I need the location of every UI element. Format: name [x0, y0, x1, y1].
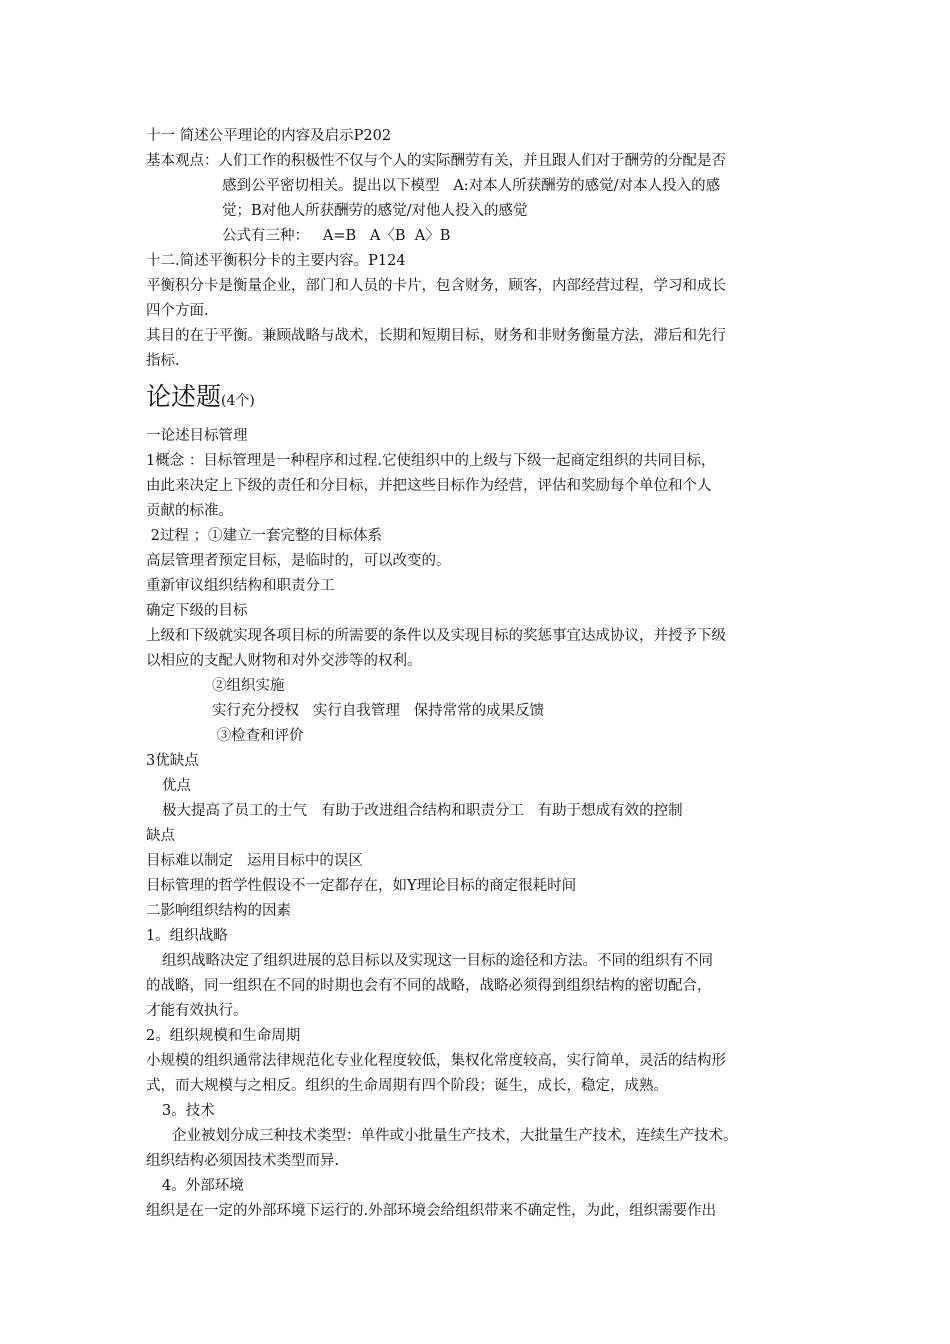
- text-line: 四个方面.: [146, 303, 209, 319]
- text-line: 才能有效执行。: [146, 1003, 248, 1019]
- question-12-title: 十二.简述平衡积分卡的主要内容。P124: [146, 253, 406, 269]
- text-line: 3。技术: [162, 1103, 215, 1119]
- text-line: ②组织实施: [212, 678, 285, 694]
- text-line: 极大提高了员工的士气 有助于改进组合结构和职责分工 有助于想成有效的控制: [162, 803, 683, 819]
- text-line: 确定下级的目标: [146, 603, 248, 619]
- text-line: 基本观点：人们工作的积极性不仅与个人的实际酬劳有关，并且跟人们对于酬劳的分配是否: [146, 153, 726, 169]
- text-line: 高层管理者预定目标，是临时的，可以改变的。: [146, 553, 451, 569]
- section-count: (4个): [221, 393, 255, 409]
- text-line: 由此来决定上下级的责任和分目标，并把这些目标作为经营，评估和奖励每个单位和个人: [146, 478, 712, 494]
- formula-line: 公式有三种： A=B A〈B A〉B: [222, 228, 451, 244]
- text-line: 1概念 ：目标管理是一种程序和过程.它使组织中的上级与下级一起商定组织的共同目标，: [146, 453, 716, 469]
- text-line: 组织是在一定的外部环境下运行的.外部环境会给组织带来不确定性，为此，组织需要作出: [146, 1203, 717, 1219]
- text-line: 目标管理的哲学性假设不一定都存在，如Y理论目标的商定很耗时间: [146, 878, 577, 894]
- text-line: 指标.: [146, 353, 180, 369]
- text-line: 实行充分授权 实行自我管理 保持常常的成果反馈: [212, 703, 545, 719]
- text-line: 小规模的组织通常法律规范化专业化程度较低，集权化常度较高，实行简单，灵活的结构形: [146, 1053, 726, 1069]
- text-line: 组织结构必须因技术类型而异.: [146, 1153, 340, 1169]
- text-line: 1。组织战略: [146, 928, 228, 944]
- section-heading: [146, 380, 255, 418]
- text-line: 觉；B对他人所获酬劳的感觉/对他人投入的感觉: [222, 203, 528, 219]
- essay-2-title: 二影响组织结构的因素: [146, 903, 291, 919]
- text-line: 缺点: [146, 828, 175, 844]
- text-line: 2过程 ；①建立一套完整的目标体系: [146, 528, 382, 544]
- text-line: 平衡积分卡是衡量企业，部门和人员的卡片，包含财务，顾客，内部经营过程，学习和成长: [146, 278, 726, 294]
- text-line: 组织战略决定了组织进展的总目标以及实现这一目标的途径和方法。不同的组织有不同: [162, 953, 713, 969]
- text-line: 贡献的标准。: [146, 503, 233, 519]
- text-line: 的战略，同一组织在不同的时期也会有不同的战略，战略必须得到组织结构的密切配合，: [146, 978, 712, 994]
- section-heading-text: 论述题: [146, 382, 222, 411]
- text-line: 企业被划分成三种技术类型：单件或小批量生产技术，大批量生产技术，连续生产技术。: [172, 1128, 738, 1144]
- text-line: 重新审议组织结构和职责分工: [146, 578, 335, 594]
- text-line: 4。外部环境: [162, 1178, 244, 1194]
- text-line: 优点: [162, 778, 191, 794]
- text-line: 式，而大规模与之相反。组织的生命周期有四个阶段；诞生，成长，稳定，成熟。: [146, 1078, 668, 1094]
- question-11-title: 十一 简述公平理论的内容及启示P202: [146, 128, 392, 144]
- essay-1-title: 一论述目标管理: [146, 428, 248, 444]
- text-line: 3优缺点: [146, 753, 199, 769]
- text-line: 目标难以制定 运用目标中的误区: [146, 853, 363, 869]
- text-line: 2。组织规模和生命周期: [146, 1028, 301, 1044]
- text-line: 上级和下级就实现各项目标的所需要的条件以及实现目标的奖惩事宜达成协议，并授予下级: [146, 628, 726, 644]
- text-line: ③检查和评价: [212, 728, 304, 744]
- text-line: 感到公平密切相关。提出以下模型 A:对本人所获酬劳的感觉/对本人投入的感: [222, 178, 721, 194]
- text-line: 以相应的支配人财物和对外交涉等的权利。: [146, 653, 422, 669]
- text-line: 其目的在于平衡。兼顾战略与战术，长期和短期目标，财务和非财务衡量方法，滞后和先行: [146, 328, 726, 344]
